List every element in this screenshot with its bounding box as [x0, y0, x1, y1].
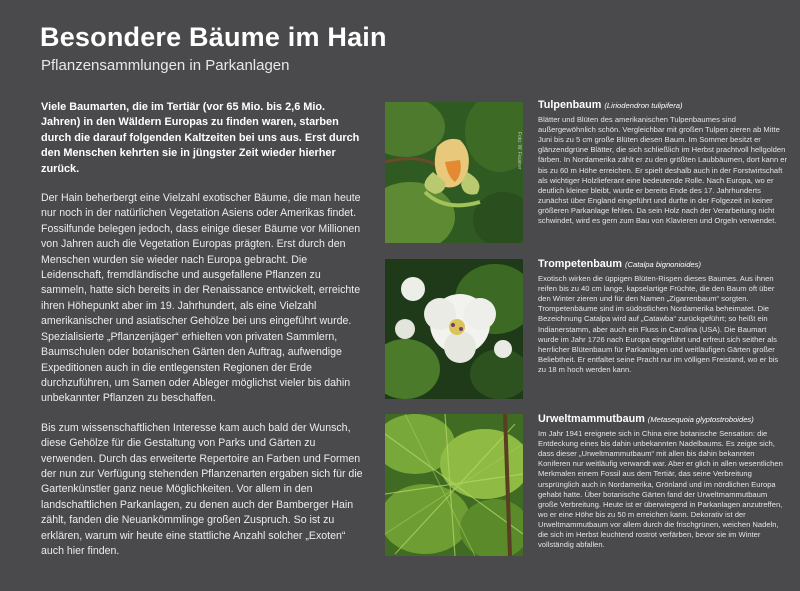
intro-paragraph-2: Bis zum wissenschaftlichen Interesse kam auch bald der Wunsch, diese Gehölze für die Gestaltung von Parks und Gärten zu verwenden. Durch das erweiterte Repertoire an Farben und Formen der nun zur Verfügung stehenden Pflanzenarten ergaben sich für die Gartenkünstler ganz neue Möglichkeiten. Vor allem in den landschaftlichen Parkanlagen, zu denen auch der Bamberger Hain zählt, fanden die Neuankömmlinge großen Zuspruch. So ist zu erklären, warum wir heute eine stattliche Anzahl solcher „Exoten“ auch hier finden. [41, 421, 363, 557]
tree-name: Tulpenbaum [538, 99, 602, 111]
photo-trompetenbaum [385, 259, 523, 399]
tree-heading [538, 414, 788, 425]
tree-latin: (Metasequoia glyptostroboides) [647, 415, 754, 424]
tree-latin: (Liriodendron tulipifera) [604, 101, 683, 110]
intro-column [41, 100, 363, 573]
intro-lead: Viele Baumarten, die im Tertiär (vor 65 Mio. bis 2,6 Mio. Jahren) in den Wäldern Europas zu finden waren, starben durch die darauf folgenden Kaltzeiten bei uns aus. Erst durch den Menschen kehrten sie in jüngster Zeit wieder hierher zurück. [41, 101, 360, 175]
tree-name: Urweltmammutbaum [538, 413, 645, 425]
tree-name: Trompetenbaum [538, 258, 622, 270]
photo-urweltmammutbaum [385, 414, 523, 556]
tree-heading [538, 259, 788, 270]
intro-paragraph-1: Der Hain beherbergt eine Vielzahl exotischer Bäume, die man heute nur noch in der natürlichen Vegetation Asiens oder Amerikas findet. Fossilfunde belegen jedoch, dass einige dieser Bäume vor Millionen von Jahren auch die Vegetation Europas prägten. Erst durch den Menschen wurden sie wieder nach Europa gebracht. Die Leidenschaft, fremdländische und ausgefallene Pflanzen zu sammeln, hatte sich bereits in der Renaissance entwickelt, erreichte ihren Höhepunkt aber im 19. Jahrhundert, als eine Vielzahl amerikanischer und asiatischer Gehölze bei uns eingeführt wurde. Spezialisierte „Pflanzenjäger“ erhielten von privaten Sammlern, Baumschulen oder botanischen Gärten den Auftrag, aufwendige Expeditionen auch in die entlegensten Regionen der Erde durchzuführen, um Samen oder Ableger möglichst vieler bis dahin unbekannter Pflanzen zu beschaffen. [41, 192, 361, 405]
tree-trompetenbaum [538, 259, 788, 375]
tree-text: Im Jahr 1941 ereignete sich in China eine botanische Sensation: die Entdeckung eines bis dahin unbekannten Nadelbaums. Es zeigte sich, dass dieser „Urweltmammutbaum“ mit allen bis dahin bekannten Koniferen nur weitläufig verwandt war. Aber er glich in allen wesentlichen Merkmalen einem Fossil aus dem Tertiär, das seine Verbreitung ursprünglich auch in Nordamerika, Grönland und im nördlichen Europa gehabt hatte. Über botanische Gärten fand der Urweltmammutbaum große Verbreitung. Heute ist er überwiegend in Parkanlagen anzutreffen, wo er eine Höhe bis zu 50 m erreichen kann. Dekorativ ist der Urweltmammutbaum vor allem durch die frischgrünen, weichen Nadeln, die sich im Herbst leuchtend rostrot verfärben, bevor sie im Winter vollständig abfallen. [538, 429, 783, 550]
photo-credit: Foto: W. Feuerer [516, 132, 522, 170]
tree-text: Exotisch wirken die üppigen Blüten-Rispen dieses Baumes. Aus ihnen reifen bis zu 40 cm lange, kapselartige Früchte, die den Baum oft über den Winter zieren und für den Namen „Zigarrenbaum“ sorgten. Trompetenbäume sind im südöstlichen Nordamerika beheimatet. Die Bezeichnung Catalpa wird auf „Catawba“ zurückgeführt; so heißt ein Indianerstamm, aber auch ein Fluss in Carolina (USA). Die Baumart wurde im Jahr 1726 nach Europa eingeführt und erfreut sich seither als herrlicher Blütenbaum für Parkanlagen und weitläufigen Gärten großer Beliebtheit. Er entfaltet seine Pracht nur im völligen Freistand, wo er bis zu 18 m hoch werden kann. [538, 274, 779, 374]
photo-tulpenbaum [385, 102, 523, 243]
tree-tulpenbaum [538, 100, 788, 226]
page-subtitle: Pflanzensammlungen in Parkanlagen [41, 57, 290, 74]
tree-latin: (Catalpa bignonioides) [625, 260, 701, 269]
page-title: Besondere Bäume im Hain [40, 22, 387, 52]
tree-text: Blätter und Blüten des amerikanischen Tulpenbaumes sind außergewöhnlich schön. Vergleichbar mit großen Tulpen zieren ab Mitte Juni bis zu 5 cm große Blüten diesen Baum. Im Sommer besitzt er glänzendgrüne Blätter, die sich schließlich im Herbst prachtvoll hellgolden färben. In Nordamerika zählt er zu den größten Laubbäumen, dort kann er bis zu 60 m Höhe erreichen. Er spielt deshalb auch in der Forstwirtschaft als wichtiger Holzlieferant eine bedeutende Rolle. Nach Europa, wo er deutlich kleiner bleibt, wurde er bereits Ende des 17. Jahrhunderts zunächst über England eingeführt und durfte in der Folgezeit in keiner größeren Parkanlage fehlen. Da sein Holz nach der Verarbeitung nicht schwindet, wird es gern zum Bau von Klavieren und Orgeln verwendet. [538, 115, 788, 226]
tree-heading [538, 100, 788, 111]
tree-urweltmammutbaum [538, 414, 788, 550]
